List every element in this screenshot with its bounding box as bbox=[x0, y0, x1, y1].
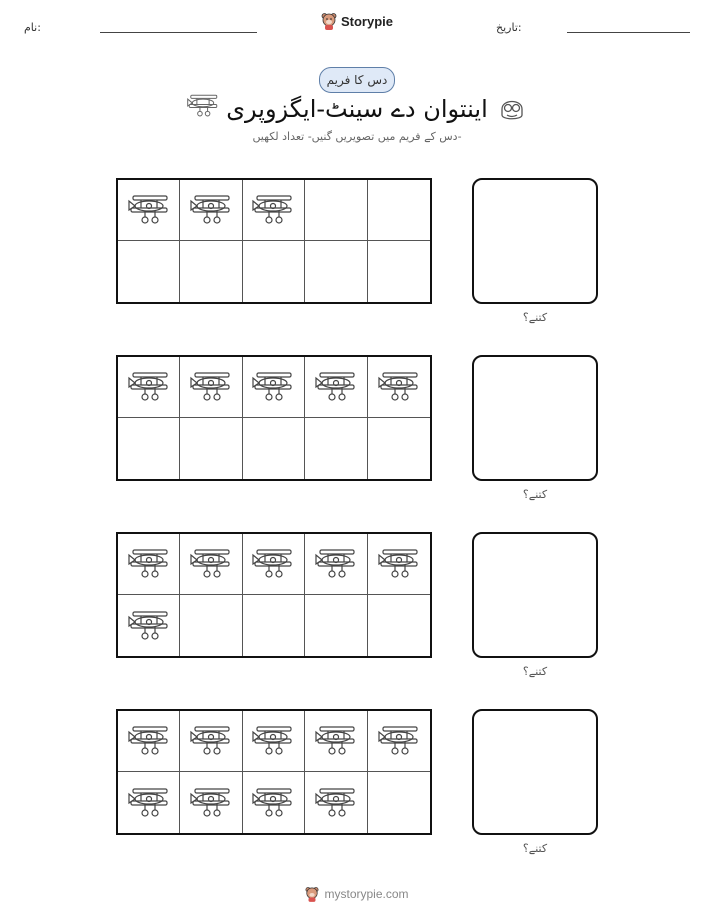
ten-frame-cell bbox=[180, 772, 242, 833]
answer-box[interactable] bbox=[472, 709, 598, 835]
ten-frame-cell bbox=[118, 595, 180, 656]
ten-frame-cell bbox=[305, 418, 367, 479]
ten-frame bbox=[116, 532, 432, 658]
biplane-icon bbox=[189, 193, 233, 227]
biplane-icon bbox=[189, 370, 233, 404]
biplane-icon bbox=[189, 547, 233, 581]
answer-box[interactable] bbox=[472, 178, 598, 304]
biplane-icon bbox=[189, 724, 233, 758]
footer-url[interactable]: mystorypie.com bbox=[324, 887, 409, 901]
biplane-icon bbox=[251, 370, 295, 404]
instructions: دس کے فریم میں تصویریں گنیں- تعداد لکھیں- bbox=[252, 130, 462, 143]
biplane-icon bbox=[127, 193, 171, 227]
ten-frame-cell bbox=[180, 418, 242, 479]
how-many-label: کتنے؟ bbox=[522, 842, 548, 855]
ten-frame bbox=[116, 355, 432, 481]
biplane-icon bbox=[251, 193, 295, 227]
ten-frame-cell bbox=[118, 711, 180, 772]
ten-frame-cell bbox=[243, 534, 305, 595]
worksheet-type-badge: دس کا فریم bbox=[319, 67, 395, 93]
biplane-icon bbox=[251, 547, 295, 581]
ten-frame-cell bbox=[243, 711, 305, 772]
answer-box[interactable] bbox=[472, 355, 598, 481]
biplane-icon bbox=[251, 724, 295, 758]
biplane-icon bbox=[189, 786, 233, 820]
ten-frame-cell bbox=[118, 772, 180, 833]
ten-frame-cell bbox=[305, 180, 367, 241]
ten-frame-cell bbox=[180, 595, 242, 656]
ten-frame-cell bbox=[243, 241, 305, 302]
ten-frame bbox=[116, 178, 432, 304]
brand-name: Storypie bbox=[340, 13, 393, 29]
ten-frame-cell bbox=[368, 241, 430, 302]
ten-frame-cell bbox=[118, 418, 180, 479]
biplane-icon bbox=[314, 724, 358, 758]
biplane-icon bbox=[251, 786, 295, 820]
bear-mascot-icon bbox=[321, 12, 337, 30]
ten-frame-cell bbox=[243, 772, 305, 833]
ten-frame-cell bbox=[368, 711, 430, 772]
biplane-icon bbox=[314, 370, 358, 404]
ten-frame-cell bbox=[305, 357, 367, 418]
ten-frame-cell bbox=[118, 180, 180, 241]
biplane-icon bbox=[127, 547, 171, 581]
ten-frame-cell bbox=[368, 418, 430, 479]
ten-frame-cell bbox=[305, 595, 367, 656]
ten-frame-cell bbox=[118, 357, 180, 418]
ten-frame-cell bbox=[368, 357, 430, 418]
bear-mascot-icon bbox=[305, 886, 319, 902]
page-title: اینتوان دے سینٹ-ایگزوپری bbox=[226, 95, 488, 123]
how-many-label: کتنے؟ bbox=[522, 488, 548, 501]
ten-frame-cell bbox=[118, 241, 180, 302]
biplane-icon bbox=[127, 724, 171, 758]
how-many-label: کتنے؟ bbox=[522, 311, 548, 324]
biplane-icon bbox=[127, 609, 171, 643]
pilot-helmet-icon bbox=[498, 93, 526, 123]
answer-box[interactable] bbox=[472, 532, 598, 658]
ten-frame-cell bbox=[305, 711, 367, 772]
ten-frame-cell bbox=[180, 180, 242, 241]
ten-frame-cell bbox=[305, 534, 367, 595]
biplane-icon bbox=[377, 724, 421, 758]
brand-logo bbox=[0, 12, 714, 30]
ten-frame-cell bbox=[243, 418, 305, 479]
ten-frame-cell bbox=[368, 595, 430, 656]
ten-frame-cell bbox=[180, 534, 242, 595]
ten-frame-cell bbox=[180, 241, 242, 302]
ten-frame-cell bbox=[368, 534, 430, 595]
ten-frame-cell bbox=[368, 772, 430, 833]
ten-frame-cell bbox=[118, 534, 180, 595]
ten-frame-cell bbox=[243, 180, 305, 241]
biplane-icon bbox=[127, 786, 171, 820]
name-line[interactable] bbox=[100, 32, 257, 33]
biplane-icon bbox=[377, 547, 421, 581]
ten-frame-cell bbox=[243, 595, 305, 656]
ten-frame-cell bbox=[305, 772, 367, 833]
footer bbox=[0, 886, 714, 902]
date-label: تاریخ: bbox=[496, 21, 522, 34]
name-label: نام: bbox=[24, 21, 41, 34]
ten-frame-cell bbox=[180, 711, 242, 772]
ten-frame-cell bbox=[368, 180, 430, 241]
ten-frame-cell bbox=[180, 357, 242, 418]
ten-frame-cell bbox=[305, 241, 367, 302]
biplane-icon bbox=[127, 370, 171, 404]
how-many-label: کتنے؟ bbox=[522, 665, 548, 678]
biplane-icon bbox=[314, 547, 358, 581]
ten-frame-cell bbox=[243, 357, 305, 418]
biplane-icon bbox=[314, 786, 358, 820]
date-line[interactable] bbox=[567, 32, 690, 33]
ten-frame bbox=[116, 709, 432, 835]
biplane-icon bbox=[377, 370, 421, 404]
